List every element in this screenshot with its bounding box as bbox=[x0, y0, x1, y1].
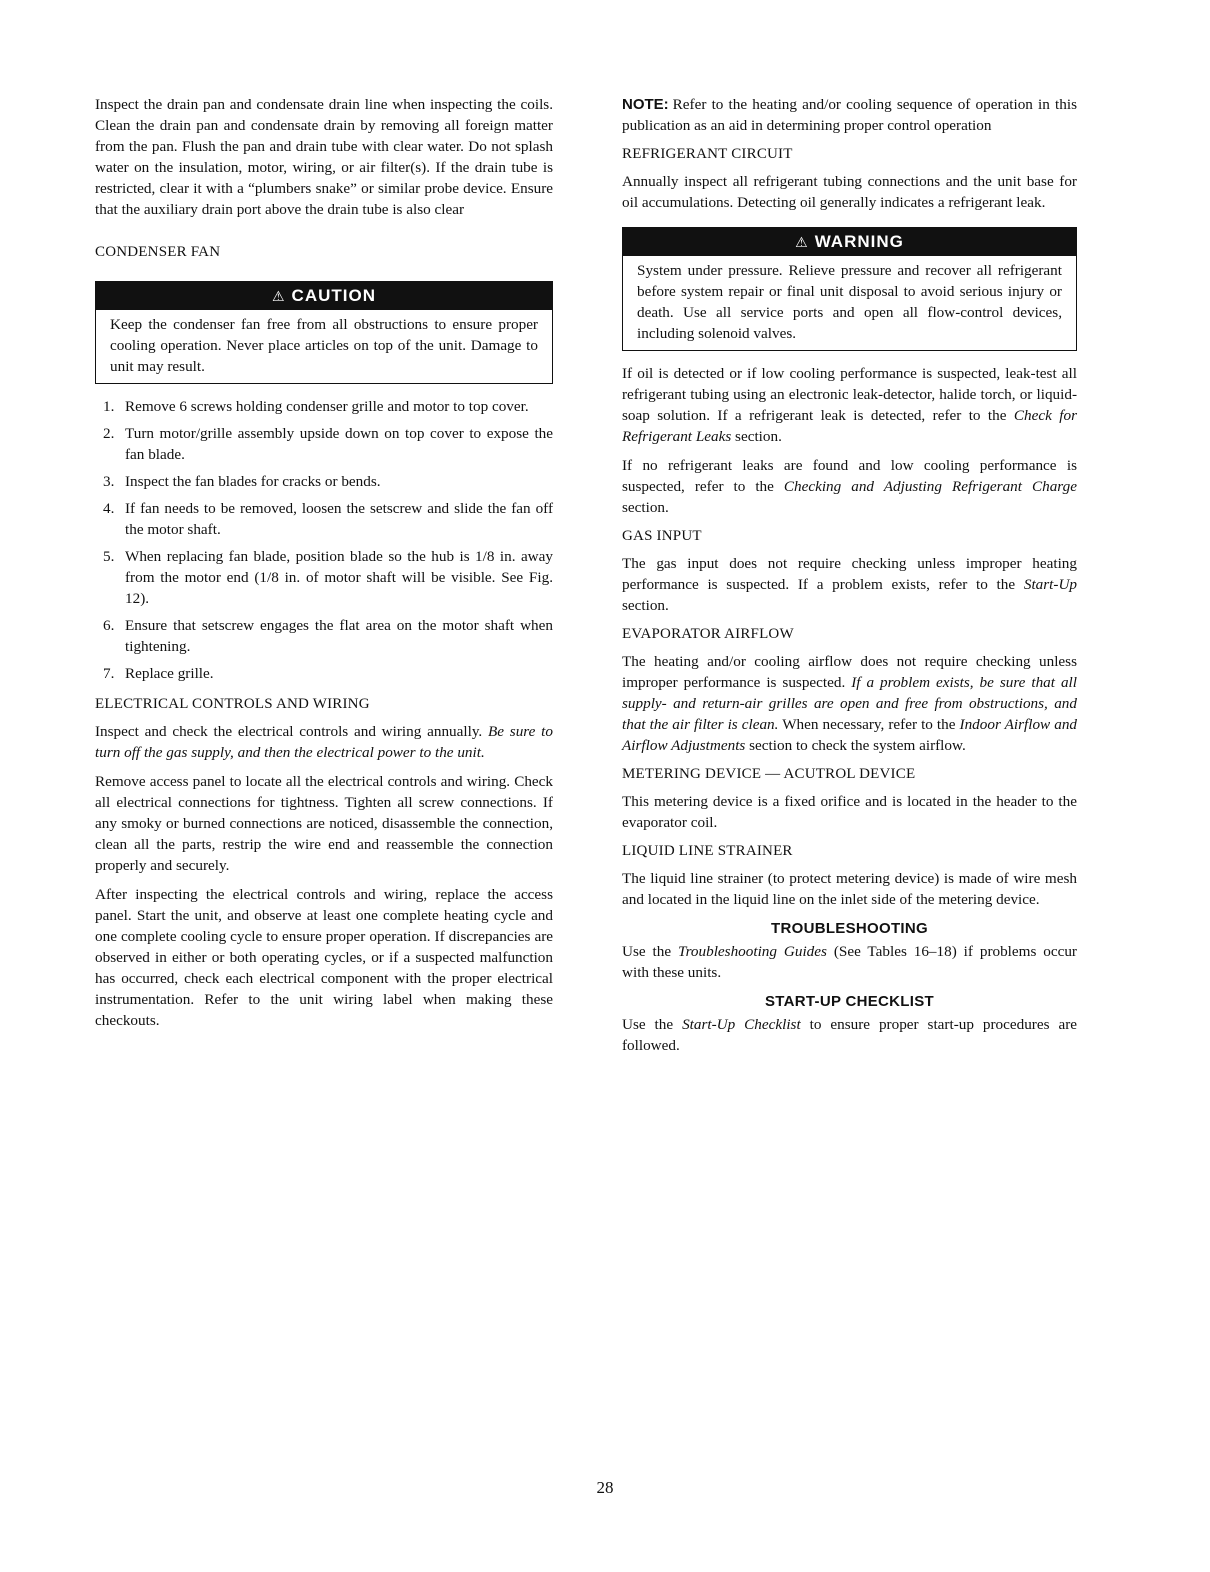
electrical-paragraph-2: Remove access panel to locate all the electrical controls and wiring. Check all electrical connections for tightness. Tighten all screw connections. If any smoky or burned connections are noticed, disassemble the connection, clean all the parts, restrip the wire end and reassemble the connection properly and securely. bbox=[95, 773, 553, 874]
list-item: 4. If fan needs to be removed, loosen the setscrew and slide the fan off the motor shaft. bbox=[103, 500, 553, 538]
electrical-paragraph-3: After inspecting the electrical controls and wiring, replace the access panel. Start the unit, and observe at least one complete heating cycle and one complete cooling cycle to ensure proper operation. If discrepancies are observed in either or both operating cycles, or if a suspected malfunction has occurred, check each electrical component with the proper electrical instrumentation. Refer to the unit wiring label when making these checkouts. bbox=[95, 886, 553, 1029]
electrical-heading: ELECTRICAL CONTROLS AND WIRING bbox=[95, 696, 370, 712]
warning-triangle-icon: ⚠ bbox=[795, 234, 809, 250]
warning-title: WARNING bbox=[814, 232, 904, 251]
refrigerant-paragraph: Annually inspect all refrigerant tubing connections and the unit base for oil accumulations. Detecting oil generally indicates a refrigerant leak. bbox=[622, 173, 1077, 211]
electrical-paragraph-1: Inspect and check the electrical controls and wiring annually. Be sure to turn off the gas supply, and then the electrical power to the unit. bbox=[95, 723, 553, 761]
oil-paragraph: If oil is detected or if low cooling performance is suspected, leak-test all refrigerant tubing using an electronic leak-detector, halide torch, or liquid-soap solution. If a refrigerant leak is detected, refer to the Check for Refrigerant Leaks section. bbox=[622, 365, 1077, 445]
evaporator-airflow-heading: EVAPORATOR AIRFLOW bbox=[622, 626, 794, 642]
warning-box bbox=[622, 227, 1077, 351]
drain-paragraph: Inspect the drain pan and condensate drain line when inspecting the coils. Clean the drain pan and condensate drain by removing all foreign matter from the pan. Flush the pan and drain tube with clear water. Do not splash water on the insulation, motor, wiring, or air filter(s). If the drain tube is restricted, clear it with a “plumbers snake” or similar probe device. Ensure that the auxiliary drain port above the drain tube is also clear bbox=[95, 96, 553, 218]
warning-text: System under pressure. Relieve pressure and recover all refrigerant before system repair or final unit disposal to avoid serious injury or death. Use all service ports and open all flow-control devices, including solenoid valves. bbox=[637, 262, 1062, 342]
startup-checklist-paragraph: Use the Start-Up Checklist to ensure proper start-up procedures are followed. bbox=[622, 1016, 1077, 1054]
list-item: 1. Remove 6 screws holding condenser grille and motor to top cover. bbox=[103, 398, 529, 415]
condenser-fan-heading: CONDENSER FAN bbox=[95, 244, 221, 260]
list-item: 5. When replacing fan blade, position blade so the hub is 1/8 in. away from the motor end (1/8 in. of motor shaft will be visible. See Fig. 12). bbox=[103, 548, 553, 607]
list-item: 7. Replace grille. bbox=[103, 665, 214, 682]
gas-input-paragraph: The gas input does not require checking unless improper heating performance is suspected. If a problem exists, refer to the Start-Up section. bbox=[622, 555, 1077, 614]
refrigerant-heading: REFRIGERANT CIRCUIT bbox=[622, 146, 793, 162]
caution-box bbox=[95, 281, 553, 384]
metering-device-paragraph: This metering device is a fixed orifice and is located in the header to the evaporator coil. bbox=[622, 793, 1077, 831]
troubleshooting-heading: TROUBLESHOOTING bbox=[771, 920, 928, 937]
gas-input-heading: GAS INPUT bbox=[622, 528, 702, 544]
list-item: 6. Ensure that setscrew engages the flat area on the motor shaft when tightening. bbox=[103, 617, 553, 655]
right-column bbox=[622, 94, 1077, 1064]
warning-triangle-icon: ⚠ bbox=[271, 288, 286, 304]
metering-device-heading: METERING DEVICE — ACUTROL DEVICE bbox=[622, 766, 916, 782]
caution-text: Keep the condenser fan free from all obstructions to ensure proper cooling operation. Never place articles on top of the unit. Damage to unit may result. bbox=[110, 316, 538, 375]
evaporator-airflow-paragraph: The heating and/or cooling airflow does not require checking unless improper performance is suspected. If a problem exists, be sure that all supply- and return-air grilles are open and free from obstructions, and that the air filter is clean. When necessary, refer to the Indoor Airflow and Airflow Adjustments section to check the system airflow. bbox=[622, 653, 1078, 754]
no-leak-paragraph: If no refrigerant leaks are found and low cooling performance is suspected, refer to the Checking and Adjusting Refrigerant Charge section. bbox=[622, 457, 1077, 516]
troubleshooting-paragraph: Use the Troubleshooting Guides (See Tables 16–18) if problems occur with these units. bbox=[622, 943, 1077, 981]
list-item: 2. Turn motor/grille assembly upside down on top cover to expose the fan blade. bbox=[103, 425, 553, 463]
caution-bar bbox=[96, 282, 552, 310]
list-item: 3. Inspect the fan blades for cracks or bends. bbox=[103, 473, 381, 490]
caution-title: CAUTION bbox=[291, 286, 376, 305]
liquid-line-heading: LIQUID LINE STRAINER bbox=[622, 843, 793, 859]
note-paragraph: NOTE: Refer to the heating and/or cooling sequence of operation in this publication as an aid in determining proper control operation bbox=[622, 96, 1077, 134]
condenser-steps-list bbox=[95, 396, 553, 684]
left-column bbox=[95, 94, 553, 1039]
warning-bar bbox=[623, 228, 1076, 256]
page-number: 28 bbox=[596, 1478, 614, 1497]
startup-checklist-heading: START-UP CHECKLIST bbox=[764, 993, 934, 1010]
liquid-line-paragraph: The liquid line strainer (to protect metering device) is made of wire mesh and located in the liquid line on the inlet side of the metering device. bbox=[622, 870, 1077, 908]
